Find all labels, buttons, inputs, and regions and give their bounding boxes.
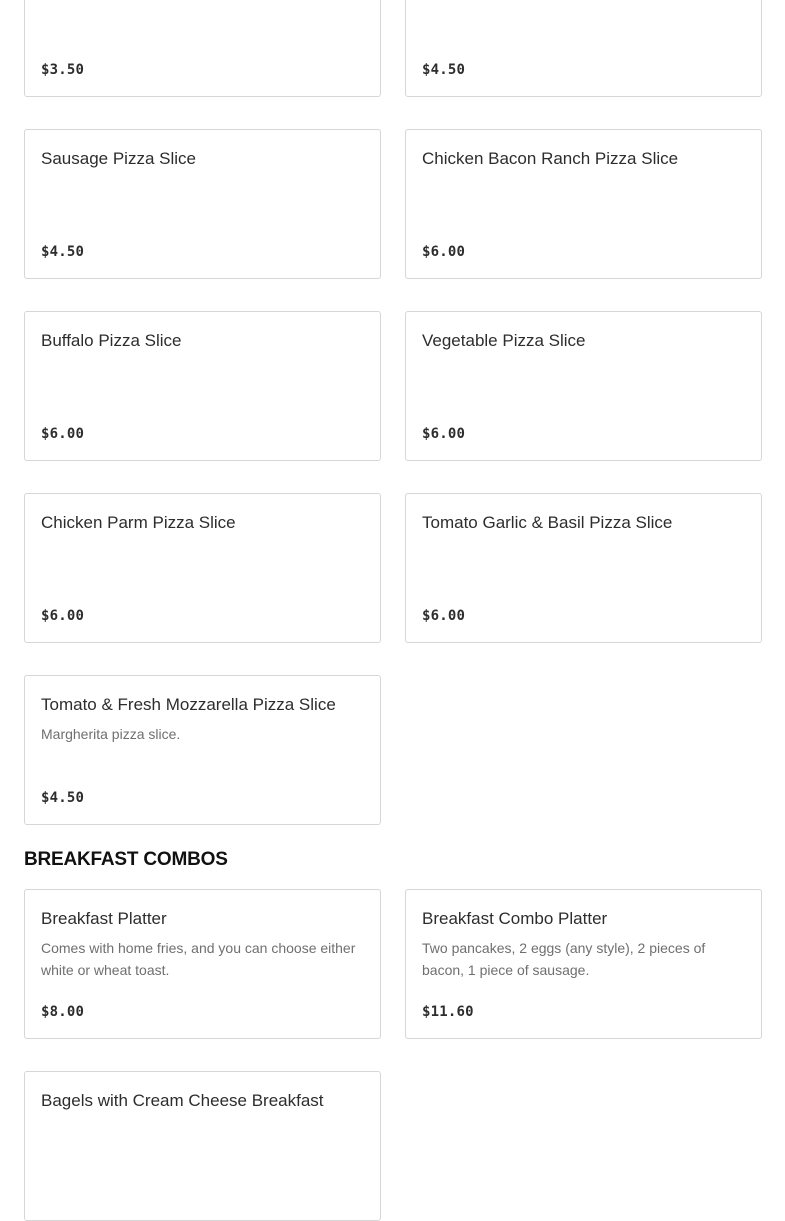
menu-item-price: $3.50 xyxy=(41,62,85,78)
menu-item-card[interactable] xyxy=(24,675,381,825)
menu-item-card[interactable] xyxy=(24,1071,381,1221)
menu-item-price: $8.00 xyxy=(41,1004,85,1020)
menu-item-card[interactable] xyxy=(405,493,762,643)
menu-item-name: Chicken Parm Pizza Slice xyxy=(41,513,236,532)
menu-item-name: Tomato Garlic & Basil Pizza Slice xyxy=(422,513,673,532)
menu-item-card[interactable] xyxy=(24,0,381,97)
menu-item-price: $6.00 xyxy=(422,244,466,260)
menu-item-card[interactable] xyxy=(405,0,762,97)
menu-item-card[interactable] xyxy=(24,311,381,461)
menu-item-name: Breakfast Platter xyxy=(41,909,167,928)
menu-item-price: $6.00 xyxy=(41,426,85,442)
menu-item-description: Two pancakes, 2 eggs (any style), 2 pieces of bacon, 1 piece of sausage. xyxy=(422,940,706,978)
menu-item-name: Chicken Bacon Ranch Pizza Slice xyxy=(422,149,679,168)
menu-item-price: $6.00 xyxy=(422,608,466,624)
menu-item-card[interactable] xyxy=(405,129,762,279)
menu-item-card[interactable] xyxy=(405,311,762,461)
menu-item-name: Bagels with Cream Cheese Breakfast xyxy=(41,1091,324,1110)
menu-item-name: Sausage Pizza Slice xyxy=(41,149,196,168)
menu-item-card[interactable] xyxy=(24,129,381,279)
menu-item-price: $4.50 xyxy=(41,244,85,260)
menu-item-card[interactable] xyxy=(405,889,762,1039)
menu-item-name: Buffalo Pizza Slice xyxy=(41,331,182,350)
menu-item-price: $4.50 xyxy=(41,790,85,806)
menu-item-price: $6.00 xyxy=(422,426,466,442)
menu-item-price: $4.50 xyxy=(422,62,466,78)
menu-item-card[interactable] xyxy=(24,493,381,643)
menu-item-description: Margherita pizza slice. xyxy=(41,726,181,742)
menu-item-price: $6.00 xyxy=(41,608,85,624)
section-heading: BREAKFAST COMBOS xyxy=(24,849,228,870)
menu-item-name: Vegetable Pizza Slice xyxy=(422,331,586,350)
menu-item-name: Breakfast Combo Platter xyxy=(422,909,608,928)
menu-item-price: $11.60 xyxy=(422,1004,474,1020)
menu-item-description: Comes with home fries, and you can choose either white or wheat toast. xyxy=(41,940,356,978)
menu-item-card[interactable] xyxy=(24,889,381,1039)
menu-item-name: Tomato & Fresh Mozzarella Pizza Slice xyxy=(41,695,336,714)
